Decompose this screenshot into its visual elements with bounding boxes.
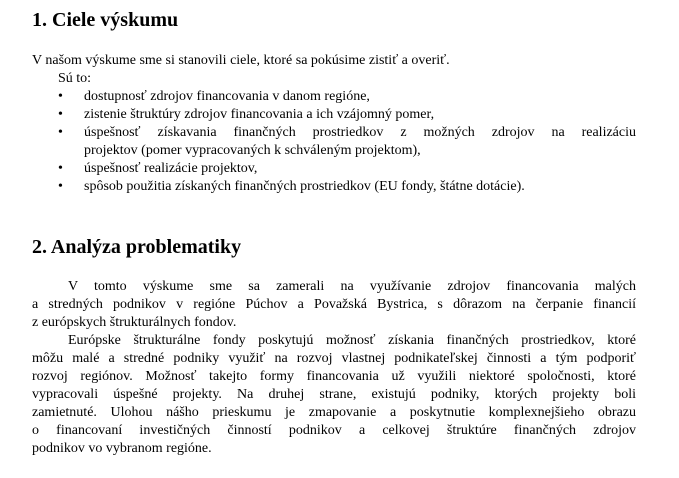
section-heading-analysis: 2. Analýza problematiky	[32, 236, 242, 258]
paragraph-line: Európske štrukturálne fondy poskytujú možnosť získania finančných prostriedkov, ktoré	[68, 333, 636, 348]
goal-item-continuation: projektov (pomer vypracovaných k schváleným projektom),	[84, 143, 421, 158]
paragraph-line: V tomto výskume sme sa zamerali na využívanie zdrojov financovania malých	[68, 279, 636, 294]
goals-intro: V našom výskume sme si stanovili ciele, ktoré sa pokúsime zistiť a overiť.	[32, 53, 450, 68]
bullet-icon	[58, 178, 68, 196]
bullet-icon	[58, 106, 68, 124]
paragraph-line: o financovaní investičných činností podnikov a celkovej štruktúre finančných zdrojov	[32, 423, 636, 438]
paragraph-line: rozvoj regiónov. Možnosť takejto formy financovania už využili niektoré spoločnosti, ktoré	[32, 369, 636, 384]
goal-item: úspešnosť získavania finančných prostriedkov z možných zdrojov na realizáciu	[84, 125, 636, 140]
goal-item: zistenie štruktúry zdrojov financovania a ich vzájomný pomer,	[84, 107, 435, 122]
bullet-icon	[58, 88, 68, 106]
bullet-icon	[58, 124, 68, 142]
paragraph-line: vypracovali úspešné projekty. Na druhej strane, existujú podniky, ktorých projekty boli	[32, 387, 636, 402]
paragraph-line: a stredných podnikov v regióne Púchov a Považská Bystrica, s dôrazom na čerpanie financií	[32, 297, 636, 312]
goals-intro-list-label: Sú to:	[58, 71, 92, 86]
paragraph-line: môžu malé a stredné podniky využiť na rozvoj vlastnej podnikateľskej činnosti a tým podporiť	[32, 351, 636, 366]
paragraph-line: zamietnuté. Ulohou nášho prieskumu je zmapovanie a poskytnutie komplexnejšieho obrazu	[32, 405, 636, 420]
paragraph-line: podnikov vo vybranom regióne.	[32, 441, 212, 456]
goal-item: úspešnosť realizácie projektov,	[84, 161, 258, 176]
section-heading-goals: 1. Ciele výskumu	[32, 9, 179, 31]
goal-item: spôsob použitia získaných finančných prostriedkov (EU fondy, štátne dotácie).	[84, 179, 525, 194]
paragraph-line: z európskych štrukturálnych fondov.	[32, 315, 237, 330]
bullet-icon	[58, 160, 68, 178]
goal-item: dostupnosť zdrojov financovania v danom regióne,	[84, 89, 370, 104]
